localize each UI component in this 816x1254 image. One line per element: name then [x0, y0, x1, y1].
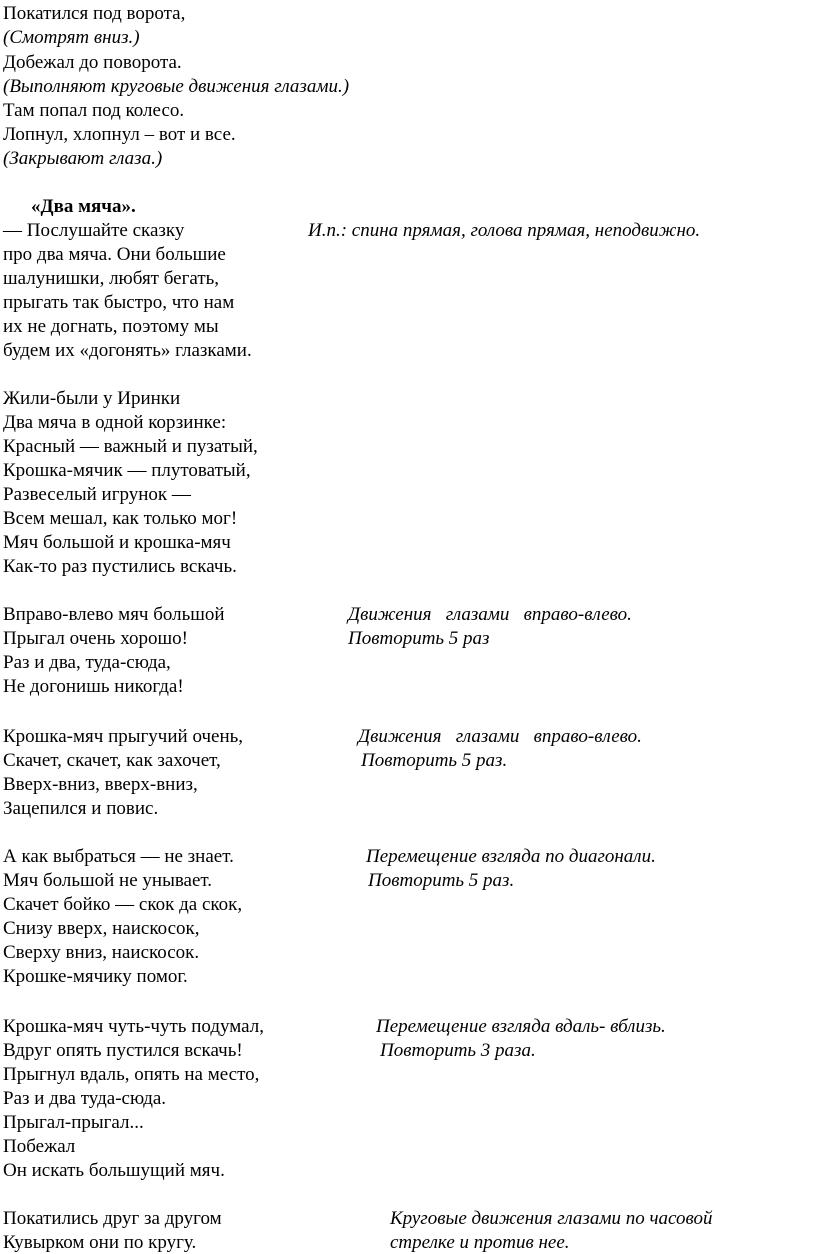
poem-line: Снизу вверх, наискосок, [3, 918, 200, 939]
preface-line: шалунишки, любят бегать, [3, 268, 220, 289]
poem-line: Раз и два, туда-сюда, [3, 652, 171, 673]
text-line: Там попал под колесо. [3, 100, 185, 121]
exercise-note: Повторить 5 раз [348, 628, 490, 649]
exercise-note: Перемещение взгляда вдаль- вблизь. [376, 1016, 666, 1037]
poem-line: Вправо-влево мяч большой [3, 604, 225, 625]
poem-line: Вдруг опять пустился вскачь! [3, 1040, 243, 1061]
preface-line: про два мяча. Они большие [3, 244, 226, 265]
exercise-note: Движения глазами вправо-влево. [348, 604, 632, 625]
poem-line: Крошке-мячику помог. [3, 966, 188, 987]
text-line: Добежал до поворота. [3, 52, 182, 73]
poem-line: А как выбраться — не знает. [3, 846, 234, 867]
exercise-note: Повторить 5 раз. [361, 750, 508, 771]
exercise-note: Повторить 5 раз. [368, 870, 515, 891]
poem-line: Крошка-мяч прыгучий очень, [3, 726, 244, 747]
poem-line: Раз и два туда-сюда. [3, 1088, 167, 1109]
exercise-note: Круговые движения глазами по часовой [390, 1208, 713, 1229]
poem-line: Скачет бойко — скок да скок, [3, 894, 243, 915]
poem-line: Мяч большой и крошка-мяч [3, 532, 231, 553]
poem-line: Красный — важный и пузатый, [3, 436, 258, 457]
stage-direction: (Выполняют круговые движения глазами.) [3, 76, 350, 97]
poem-line: Вверх-вниз, вверх-вниз, [3, 774, 198, 795]
poem-line: Два мяча в одной корзинке: [3, 412, 227, 433]
text-line: Покатился под ворота, [3, 3, 186, 24]
preface-line: будем их «догонять» глазками. [3, 340, 252, 361]
poem-line: Кувырком они по кругу. [3, 1232, 197, 1253]
poem-line: Прыгнул вдаль, опять на место, [3, 1064, 260, 1085]
section-title: «Два мяча». [31, 196, 136, 217]
poem-line: Побежал [3, 1136, 76, 1157]
poem-line: Покатились друг за другом [3, 1208, 222, 1229]
poem-line: Как-то раз пустились вскачь. [3, 556, 237, 577]
poem-line: Крошка-мяч чуть-чуть подумал, [3, 1016, 264, 1037]
exercise-note: стрелке и против нее. [390, 1232, 570, 1253]
poem-line: Сверху вниз, наискосок. [3, 942, 200, 963]
exercise-note: Повторить 3 раза. [380, 1040, 536, 1061]
poem-line: Зацепился и повис. [3, 798, 159, 819]
stage-direction: (Закрывают глаза.) [3, 148, 163, 169]
stage-direction: (Смотрят вниз.) [3, 27, 140, 48]
text-line: Лопнул, хлопнул – вот и все. [3, 124, 236, 145]
poem-line: Жили-были у Иринки [3, 388, 181, 409]
poem-line: Развеселый игрунок — [3, 484, 191, 505]
poem-line: Прыгал-прыгал... [3, 1112, 144, 1133]
poem-line: Скачет, скачет, как захочет, [3, 750, 221, 771]
preface-line: — Послушайте сказку [3, 220, 185, 241]
preface-line: прыгать так быстро, что нам [3, 292, 235, 313]
poem-line: Всем мешал, как только мог! [3, 508, 238, 529]
exercise-note: Перемещение взгляда по диагонали. [366, 846, 656, 867]
poem-line: Он искать большущий мяч. [3, 1160, 225, 1181]
exercise-note: Движения глазами вправо-влево. [358, 726, 642, 747]
poem-line: Мяч большой не унывает. [3, 870, 213, 891]
poem-line: Прыгал очень хорошо! [3, 628, 188, 649]
start-position-note: И.п.: спина прямая, голова прямая, неподвижно. [308, 220, 701, 241]
preface-line: их не догнать, поэтому мы [3, 316, 219, 337]
poem-line: Не догонишь никогда! [3, 676, 184, 697]
poem-line: Крошка-мячик — плутоватый, [3, 460, 251, 481]
